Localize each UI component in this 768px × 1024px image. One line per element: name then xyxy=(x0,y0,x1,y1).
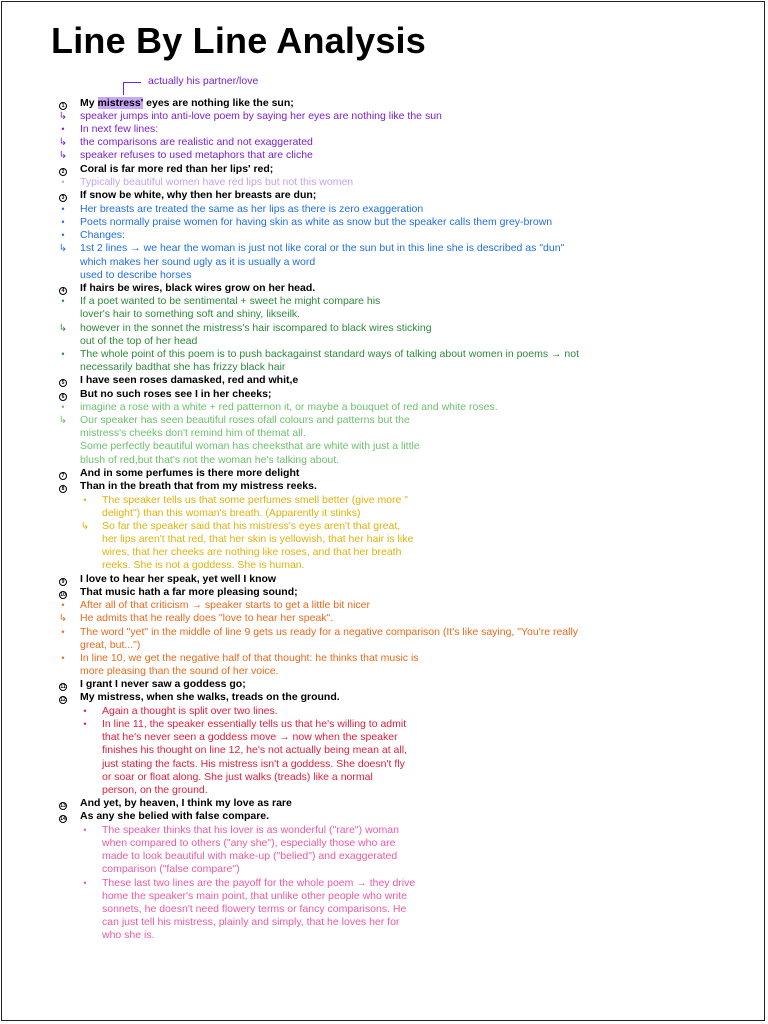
row-text: 1st 2 lines → we hear the woman is just not like coral or the sun but in this line she is described as "dun" xyxy=(80,242,565,254)
line-number-badge: 10 xyxy=(60,592,66,598)
row-text: used to describe horses xyxy=(80,269,192,281)
line-number-icon xyxy=(56,678,70,691)
bullet-icon: • xyxy=(61,204,65,214)
row-text: necessarily badthat she has frizzy black hair xyxy=(80,361,286,373)
line-number-badge: 7 xyxy=(59,472,67,480)
row-text: when compared to others ("any she"), especially those who are xyxy=(102,837,396,849)
row-text: Typically beautiful women have red lips but not this women xyxy=(80,176,354,188)
line-number-icon xyxy=(56,189,70,202)
line-number-icon xyxy=(56,374,70,387)
row-text: I have seen roses damasked, red and whit,e xyxy=(80,374,299,386)
line-number-badge: 3 xyxy=(59,194,67,202)
row-text: her lips aren't that red, that her skin is yellowish, that her hair is like xyxy=(102,533,414,545)
row-text: That music hath a far more pleasing sound; xyxy=(80,586,298,598)
annotation-note: actually his partner/love xyxy=(148,75,259,87)
row-text: the comparisons are realistic and not exaggerated xyxy=(80,136,313,148)
line-number-icon xyxy=(56,467,70,480)
row-text: finishes his thought on line 12, he's not actually being mean at all, xyxy=(102,744,407,756)
row-text: reeks. She is not a goddess. She is human. xyxy=(102,559,305,571)
bullet-icon: • xyxy=(61,402,65,412)
bullet-icon: • xyxy=(61,124,65,134)
row-text: These last two lines are the payoff for the whole poem → they drive xyxy=(102,877,416,889)
row-text: speaker jumps into anti-love poem by saying her eyes are nothing like the sun xyxy=(80,110,442,122)
line-number-icon xyxy=(56,388,70,401)
row-text: or soar or float along. She just walks (treads) like a normal xyxy=(102,771,373,783)
row-text: He admits that he really does "love to hear her speak". xyxy=(80,612,334,624)
page-title: Line By Line Analysis xyxy=(51,20,426,61)
line-number-icon xyxy=(56,797,70,810)
row-text: If a poet wanted to be sentimental + sweet he might compare his xyxy=(80,295,381,307)
row-text: blush of red,but that's not the woman he's talking about. xyxy=(80,454,340,466)
row-text: Than in the breath that from my mistress reeks. xyxy=(80,480,317,492)
line-number-badge: 4 xyxy=(59,287,67,295)
bullet-icon: • xyxy=(61,177,65,187)
row-text: that he's never seen a goddess move → now when the speaker xyxy=(102,731,398,743)
row-text: In line 11, the speaker essentially tells us that he's willing to admit xyxy=(102,718,407,730)
bullet-icon: • xyxy=(61,217,65,227)
row-text: But no such roses see I in her cheeks; xyxy=(80,388,272,400)
row-text: After all of that criticism → speaker starts to get a little bit nicer xyxy=(80,599,371,611)
row-text: As any she belied with false compare. xyxy=(80,810,270,822)
line-number-badge: 8 xyxy=(59,485,67,493)
row-text: which makes her sound ugly as it is usually a word xyxy=(80,256,316,268)
row-text: Again a thought is split over two lines. xyxy=(102,705,278,717)
line-number-icon xyxy=(56,480,70,493)
annotation-pointer xyxy=(123,82,141,95)
row-text: mistress's cheeks don't remind him of themat all. xyxy=(80,427,306,439)
bullet-icon: • xyxy=(83,719,87,729)
line-number-badge: 1 xyxy=(59,102,67,110)
return-arrow-icon: ↳ xyxy=(58,243,68,254)
line-number-icon xyxy=(56,282,70,295)
bullet-icon: • xyxy=(61,627,65,637)
row-text: Changes: xyxy=(80,229,125,241)
line-number-icon xyxy=(56,691,70,704)
line-number-badge: 12 xyxy=(60,697,66,703)
return-arrow-icon: ↳ xyxy=(58,150,68,161)
row-text: comparison ("false compare") xyxy=(102,863,240,875)
return-arrow-icon: ↳ xyxy=(58,613,68,624)
bullet-icon: • xyxy=(83,878,87,888)
row-text: Poets normally praise women for having skin as white as snow but the speaker calls them grey-brown xyxy=(80,216,553,228)
row-text: And in some perfumes is there more delight xyxy=(80,467,300,479)
bullet-icon: • xyxy=(61,349,65,359)
bullet-icon: • xyxy=(61,230,65,240)
row-text: In line 10, we get the negative half of that thought: he thinks that music is xyxy=(80,652,419,664)
row-text: My mistress, when she walks, treads on the ground. xyxy=(80,691,340,703)
return-arrow-icon: ↳ xyxy=(58,415,68,426)
row-text: In next few lines: xyxy=(80,123,159,135)
line-number-badge: 2 xyxy=(59,168,67,176)
row-text: out of the top of her head xyxy=(80,335,198,347)
return-arrow-icon: ↳ xyxy=(58,111,68,122)
row-text: just stating the facts. His mistress isn't a goddess. She doesn't fly xyxy=(102,758,405,770)
bullet-icon: • xyxy=(61,296,65,306)
bullet-icon: • xyxy=(83,706,87,716)
row-text: If snow be white, why then her breasts are dun; xyxy=(80,189,317,201)
row-text: home the speaker's main point, that unlike other people who write xyxy=(102,890,407,902)
row-text: can just tell his mistress, plainly and simply, that he loves her for xyxy=(102,916,400,928)
row-text: I grant I never saw a goddess go; xyxy=(80,678,246,690)
return-arrow-icon: ↳ xyxy=(58,137,68,148)
row-text: Some perfectly beautiful woman has cheeksthat are white with just a little xyxy=(80,440,420,452)
row-text: however in the sonnet the mistress's hair iscompared to black wires sticking xyxy=(80,322,432,334)
row-text: wires, that her cheeks are nothing like roses, and that her breath xyxy=(102,546,402,558)
bullet-icon: • xyxy=(61,600,65,610)
row-text: speaker refuses to used metaphors that are cliche xyxy=(80,149,313,161)
row-text: My mistress' eyes are nothing like the sun; xyxy=(80,97,294,109)
row-text: made to look beautiful with make-up ("belied") and exaggerated xyxy=(102,850,398,862)
row-text: more pleasing than the sound of her voice. xyxy=(80,665,279,677)
return-arrow-icon: ↳ xyxy=(58,323,68,334)
row-text: sonnets, he doesn't need flowery terms or fancy comparisons. He xyxy=(102,903,407,915)
highlighted-word: mistress' xyxy=(97,97,144,109)
row-text: Her breasts are treated the same as her lips as there is zero exaggeration xyxy=(80,203,424,215)
row-text: If hairs be wires, black wires grow on her head. xyxy=(80,282,316,294)
row-text: Our speaker has seen beautiful roses ofall colours and patterns but the xyxy=(80,414,410,426)
return-arrow-icon: ↳ xyxy=(80,521,90,532)
row-text: And yet, by heaven, I think my love as rare xyxy=(80,797,292,809)
row-text: So far the speaker said that his mistress's eyes aren't that great, xyxy=(102,520,401,532)
bullet-icon: • xyxy=(83,825,87,835)
row-text: who she is. xyxy=(102,929,155,941)
row-text: person, on the ground. xyxy=(102,784,208,796)
line-number-badge: 6 xyxy=(59,393,67,401)
bullet-icon: • xyxy=(61,653,65,663)
bullet-icon: • xyxy=(83,495,87,505)
line-number-badge: 14 xyxy=(60,816,66,822)
row-text: The word "yet" in the middle of line 9 gets us ready for a negative comparison (It's like saying, "You're really xyxy=(80,626,579,638)
row-text: imagine a rose with a white + red patternon it, or maybe a bouquet of red and white roses. xyxy=(80,401,498,413)
row-text: I love to hear her speak, yet well I know xyxy=(80,573,277,585)
row-text: great, but...") xyxy=(80,639,141,651)
line-number-icon xyxy=(56,573,70,586)
row-text: The whole point of this poem is to push backagainst standard ways of talking about women in poems → not xyxy=(80,348,580,360)
line-number-badge: 13 xyxy=(60,803,66,809)
line-number-icon xyxy=(56,97,70,110)
line-number-badge: 5 xyxy=(59,379,67,387)
row-text: lover's hair to something soft and shiny, likseilk. xyxy=(80,308,301,320)
row-text: The speaker thinks that his lover is as wonderful ("rare") woman xyxy=(102,824,399,836)
line-number-badge: 9 xyxy=(59,578,67,586)
line-number-badge: 11 xyxy=(60,684,66,690)
row-text: delight") than this woman's breath. (Apparently it stinks) xyxy=(102,507,361,519)
row-text: The speaker tells us that some perfumes smell better (give more " xyxy=(102,494,409,506)
line-number-icon xyxy=(56,586,70,599)
row-text: Coral is far more red than her lips' red; xyxy=(80,163,274,175)
line-number-icon xyxy=(56,163,70,176)
line-number-icon xyxy=(56,810,70,823)
